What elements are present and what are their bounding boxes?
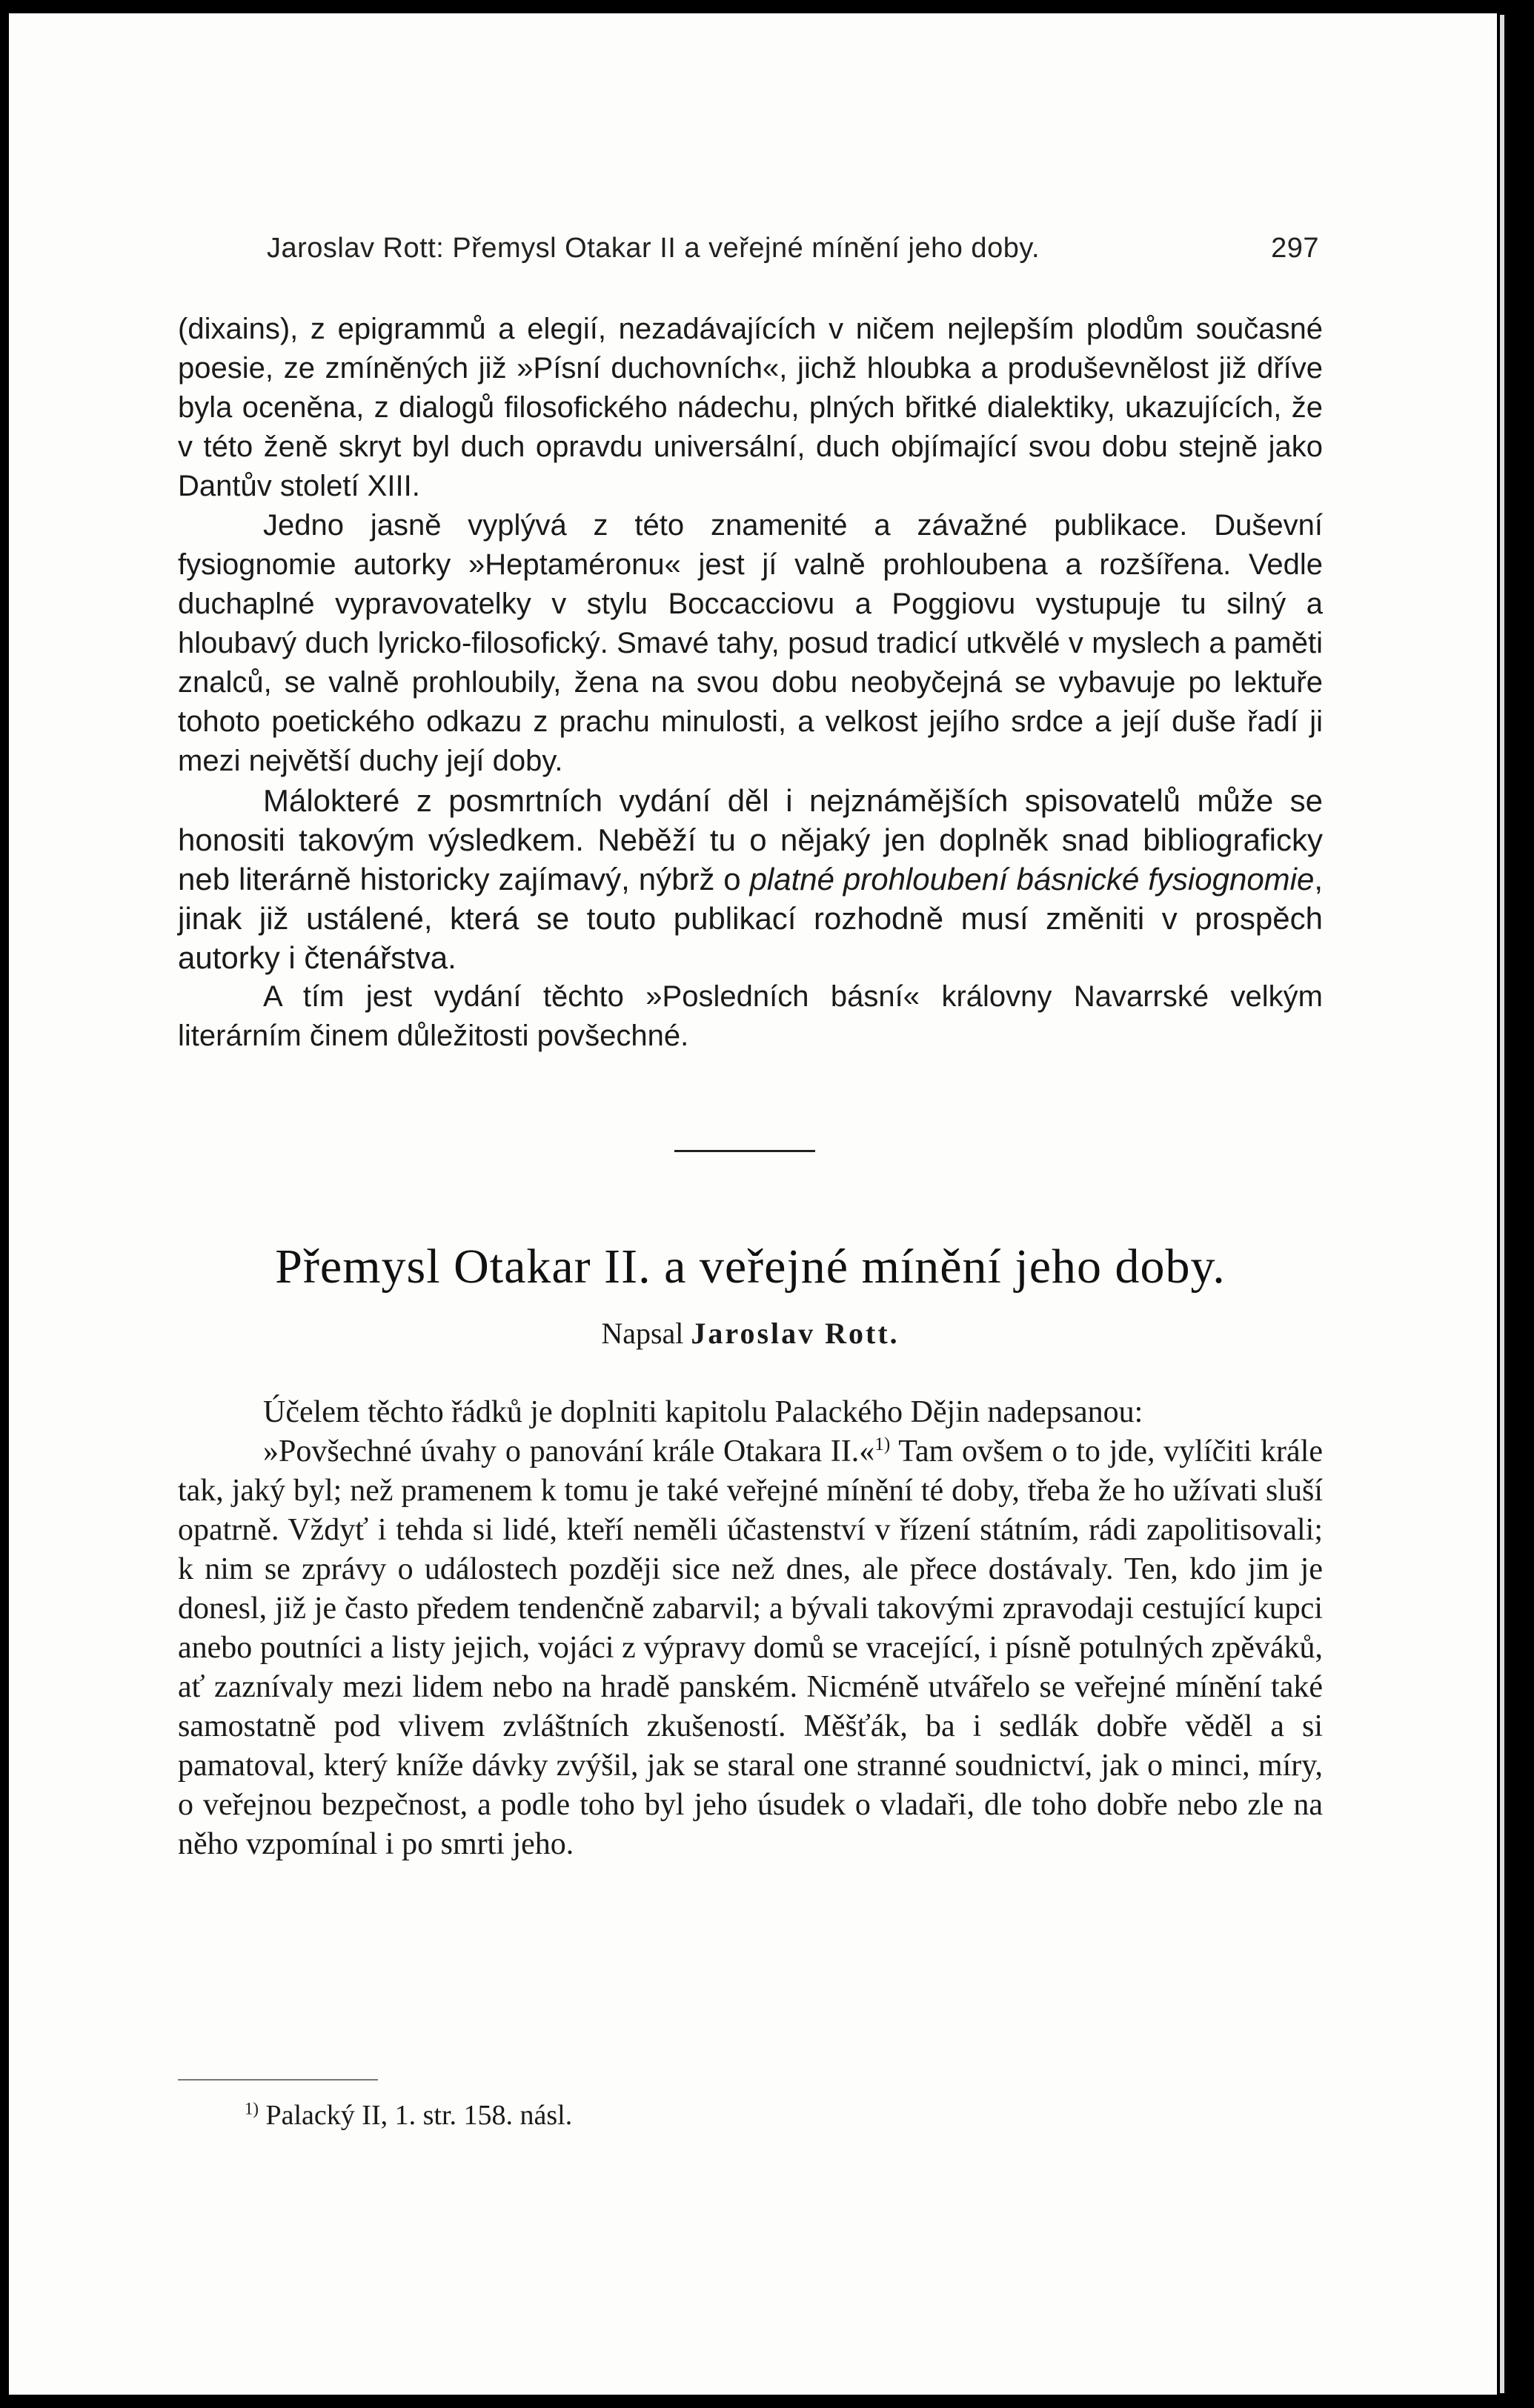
running-head-title: Jaroslav Rott: Přemysl Otakar II a veřejné mínění jeho doby. [267,233,1040,264]
emphasis-text: platné prohloubení básnické fysiognomie [749,862,1315,897]
page-edge [1500,15,1504,2393]
article-title: Přemysl Otakar II. a veřejné mínění jeho doby. [275,1240,1226,1294]
paragraph-text: , jinak již ustálené, která se touto publikací rozhodně musí změniti v prospěch autorky i čtenářstva. [178,862,1324,975]
footnote-text: Palacký II, 1. str. 158. násl. [265,2100,573,2131]
footnote [245,2097,572,2134]
footnote-marker: 1) [245,2099,259,2118]
byline-prefix: Napsal [601,1317,684,1350]
paragraph: Jedno jasně vyplývá z této znamenité a závažné publikace. Duševní fysiognomie autorky »Heptaméronu« jest jí valně prohloubena a rozšířena. Vedle duchaplné vypravovatelky v stylu Boccacciovu a Poggiovu vystupuje tu silný a hloubavý duch lyricko-filosofický. Smavé tahy, posud tradicí utkvělé v myslech a paměti znalců, se valně prohloubily, žena na svou dobu neobyčejná se vybavuje po lektuře tohoto poetického odkazu z prachu minulosti, a velkost jejího srdce a její duše řadí ji mezi největší duchy její doby. [178,509,1323,777]
page-number: 297 [1271,233,1319,264]
paragraph [178,1432,1323,1864]
footnote-ref[interactable]: 1) [874,1434,891,1454]
section-divider [674,1150,815,1152]
paragraph [178,781,1323,977]
running-head [267,230,1319,267]
quote-text: »Povšechné úvahy o panování krále Otakara II.« [263,1434,875,1469]
paragraph: A tím jest vydání těchto »Posledních básní« královny Navarrské velkým literárním činem důležitosti povšechné. [178,980,1323,1052]
paragraph-text: Tam ovšem o to jde, vylíčiti krále tak, jaký byl; než pramenem k tomu je také veřejné mínění té doby, třeba že ho užívati sluší opatrně. Vždyť i tehda si lidé, kteří neměli účastenství v řízení státním, rádi zapolitisovali; k nim se zprávy o událostech později sice než dnes, ale přece dostávaly. Ten, kdo jim je donesl, již je často předem tendenčně zabarvil; a bývali takovými zpravodaji cestující kupci anebo poutníci a listy jejich, vojáci z výpravy domů se vracející, i písně potulných zpěváků, ať zaznívaly mezi lidem nebo na hradě panském. Nicméně utvářelo se veřejné mínění také samostatně pod vlivem zvláštních zkušeností. Měšťák, ba i sedlák dobře věděl a si pamatoval, který kníže dávky zvýšil, jak se staral one stranné soudnictví, jak o minci, míry, o veřejnou bezpečnost, a podle toho byl jeho úsudek o vladaři, dle toho dobře nebo zle na něho vzpomínal i po smrti jeho. [178,1434,1324,1861]
article-body [178,1393,1323,1864]
byline-author: Jaroslav Rott. [691,1317,900,1350]
byline [178,1315,1323,1352]
paragraph-text: Málokteré z posmrtních vydání děl i nejznámějších spisovatelů může se honositi takovým výsledkem. Neběží tu o nějaký jen doplněk snad bibliograficky neb literárně historicky zajímavý, nýbrž o [178,783,1323,897]
top-section [178,310,1323,1056]
paragraph: Účelem těchto řádků je doplniti kapitolu Palackého Dějin nadepsanou: [263,1395,1143,1429]
paragraph: (dixains), z epigrammů a elegií, nezadávajících v ničem nejlepším plodům současné poesie, ze zmíněných již »Písní duchovních«, jichž hloubka a produševnělost již dříve byla oceněna, z dialogů filosofického nádechu, plných břitké dialektiky, ukazujících, že v této ženě skryt byl duch opravdu universální, duch objímající svou dobu stejně jako Dantův století XIII. [178,313,1323,502]
footnote-rule [178,2079,378,2081]
